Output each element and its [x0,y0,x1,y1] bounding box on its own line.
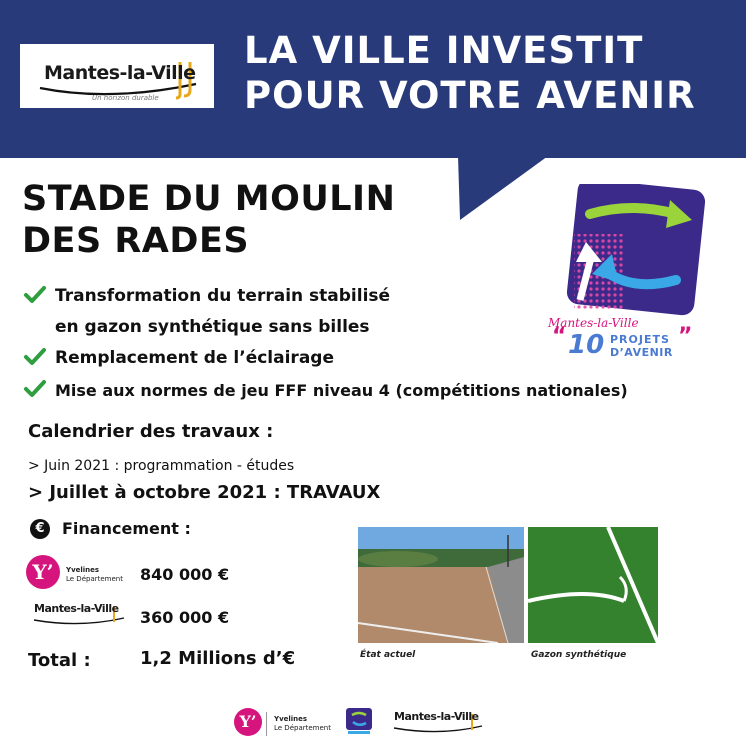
euro-icon: € [30,519,50,539]
amount-yvelines: 840 000 € [140,565,230,584]
badge-number: 10 [568,330,605,360]
checkmark-icon [24,380,46,398]
footer-yvelines-sub: Le Département [274,724,331,732]
footer-yvelines-logo: Y’ [234,708,262,736]
footer-projects-badge-icon [344,706,374,736]
calendar-title: Calendrier des travaux : [28,421,274,442]
checkmark-icon [24,348,46,366]
mantes-la-ville-small-logo [30,600,130,628]
photo-caption-current: État actuel [360,650,416,660]
calendar-item-2: > Juillet à octobre 2021 : TRAVAUX [28,482,381,503]
bullet-item-3 [24,375,628,406]
total-value: 1,2 Millions d’€ [140,648,296,669]
title-line-2: DES RADES [22,221,250,261]
footer-yvelines-name: Yvelines [274,715,308,723]
badge-quote-open: “ [552,324,567,349]
page-title [22,178,462,262]
footer-mantes-la-ville-logo [390,708,488,736]
title-line-1: STADE DU MOULIN [22,179,396,219]
photo-caption-synthetic: Gazon synthétique [531,650,627,660]
photo-synthetic-turf [528,527,658,643]
yvelines-logo: Y’ [26,555,60,589]
bullet-2-text: Remplacement de l’éclairage [55,348,334,368]
badge-line-2: D’AVENIR [610,346,673,359]
amount-mantes: 360 000 € [140,608,230,627]
badge-line-1: PROJETS [610,333,670,346]
yvelines-sub: Le Département [66,575,123,583]
headline-line-1: LA VILLE INVESTIT [244,29,644,72]
bullet-item-2 [24,343,334,374]
headline [244,28,734,118]
photo-current-state [358,527,524,643]
footer-yvelines-label [274,715,331,733]
yvelines-label [66,566,123,584]
bullet-1-line-1: Transformation du terrain stabilisé [55,286,391,306]
yvelines-name: Yvelines [66,566,100,574]
bullet-3-text: Mise aux normes de jeu FFF niveau 4 (compétitions nationales) [55,381,628,400]
calendar-item-1: > Juin 2021 : programmation - études [28,458,295,474]
mantes-la-ville-logo [20,44,214,108]
checkmark-icon [24,286,46,304]
badge-quote-close: ” [678,324,693,349]
turf-photo-icon [528,527,658,643]
headline-line-2: POUR VOTRE AVENIR [244,74,696,117]
total-label: Total : [28,650,91,671]
financing-title: Financement : [62,519,191,538]
footer-divider [266,712,267,736]
mlv-small-text: Mantes-la-Ville [34,602,119,615]
logo-tagline: Un horizon durable [92,94,159,102]
bullet-1-line-2: en gazon synthétique sans billes [55,317,370,337]
footer-mlv-text: Mantes-la-Ville [394,710,479,723]
bullet-item-1 [24,281,390,343]
badge-brand: Mantes-la-Ville [548,316,639,330]
stadium-photo-icon [358,527,524,643]
logo-text: Mantes-la-Ville [44,62,196,84]
